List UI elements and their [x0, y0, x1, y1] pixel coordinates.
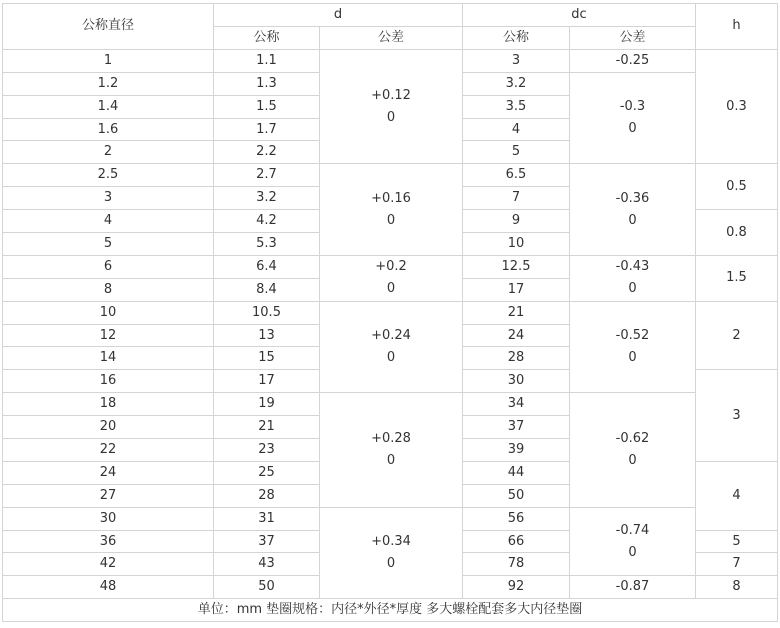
dc-cell: 3.5: [463, 95, 570, 118]
dc-tolerance-cell: [570, 72, 696, 164]
dc-cell: 50: [463, 484, 570, 507]
d-tol-lower: 0: [386, 281, 396, 297]
d-tol-lower: 0: [386, 452, 396, 468]
h-cell: 8: [696, 576, 778, 599]
d-tol-upper: +0.16: [371, 190, 411, 206]
d-cell: 1.1: [214, 49, 320, 72]
nominal-cell: 3: [3, 187, 214, 210]
header-dc-tolerance: 公差: [570, 26, 696, 49]
table-row: [3, 301, 778, 324]
nominal-cell: 18: [3, 393, 214, 416]
dc-cell: 7: [463, 187, 570, 210]
dc-cell: 4: [463, 118, 570, 141]
nominal-cell: 48: [3, 576, 214, 599]
dc-cell: 92: [463, 576, 570, 599]
dc-cell: 66: [463, 530, 570, 553]
h-cell: 7: [696, 553, 778, 576]
header-nominal-diameter: 公称直径: [3, 4, 214, 50]
dc-tol-upper: -0.25: [615, 52, 650, 68]
dc-tol-upper: -0.62: [615, 430, 650, 446]
d-tol-upper: +0.34: [371, 534, 411, 550]
d-tol-upper: +0.12: [371, 87, 411, 103]
h-cell: 1.5: [696, 255, 778, 301]
nominal-cell: 1: [3, 49, 214, 72]
h-cell: 0.3: [696, 49, 778, 164]
dc-cell: 37: [463, 416, 570, 439]
nominal-cell: 2.5: [3, 164, 214, 187]
dc-cell: 30: [463, 370, 570, 393]
d-tol-upper: +0.24: [371, 327, 411, 343]
d-cell: 25: [214, 461, 320, 484]
d-cell: 5.3: [214, 233, 320, 256]
d-cell: 1.7: [214, 118, 320, 141]
table-row: [3, 507, 778, 530]
dc-cell: 3.2: [463, 72, 570, 95]
dc-tol-lower: 0: [628, 544, 637, 560]
nominal-cell: 1.2: [3, 72, 214, 95]
d-cell: 2.7: [214, 164, 320, 187]
nominal-cell: 6: [3, 255, 214, 278]
nominal-cell: 5: [3, 233, 214, 256]
dc-cell: 5: [463, 141, 570, 164]
table-row: [3, 164, 778, 187]
table-row: [3, 393, 778, 416]
dc-tol-lower: 0: [628, 121, 637, 137]
d-tol-lower: 0: [386, 349, 396, 365]
dc-tol-upper: -0.3: [619, 99, 646, 115]
dc-tolerance-cell: [570, 164, 696, 256]
d-cell: 8.4: [214, 278, 320, 301]
table-footer-note: 单位：mm 垫圈规格：内径*外径*厚度 多大螺栓配套多大内径垫圈: [3, 599, 778, 622]
dc-cell: 44: [463, 461, 570, 484]
dc-tol-upper: -0.87: [615, 579, 650, 595]
d-tol-lower: 0: [386, 212, 396, 228]
nominal-cell: 30: [3, 507, 214, 530]
dc-cell: 17: [463, 278, 570, 301]
d-tolerance-cell: [320, 393, 463, 507]
d-cell: 19: [214, 393, 320, 416]
h-cell: 4: [696, 461, 778, 530]
d-cell: 15: [214, 347, 320, 370]
d-cell: 43: [214, 553, 320, 576]
d-cell: 2.2: [214, 141, 320, 164]
h-cell: 0.5: [696, 164, 778, 210]
d-tol-upper: +0.2: [375, 259, 407, 275]
dc-tol-upper: -0.52: [615, 327, 650, 343]
dc-tolerance-cell: [570, 255, 696, 301]
dc-cell: 78: [463, 553, 570, 576]
dc-tol-lower: 0: [628, 452, 637, 468]
dc-cell: 34: [463, 393, 570, 416]
nominal-cell: 1.6: [3, 118, 214, 141]
nominal-cell: 14: [3, 347, 214, 370]
nominal-cell: 20: [3, 416, 214, 439]
dc-cell: 24: [463, 324, 570, 347]
header-h: h: [696, 4, 778, 50]
d-cell: 1.3: [214, 72, 320, 95]
h-cell: 0.8: [696, 210, 778, 256]
d-tolerance-cell: [320, 507, 463, 599]
nominal-cell: 1.4: [3, 95, 214, 118]
dc-tol-upper: -0.43: [615, 259, 650, 275]
d-cell: 4.2: [214, 210, 320, 233]
dc-tolerance-cell: [570, 301, 696, 393]
d-cell: 28: [214, 484, 320, 507]
dc-tol-lower: 0: [628, 281, 637, 297]
dc-tol-lower: 0: [628, 212, 637, 228]
dc-cell: 39: [463, 439, 570, 462]
d-cell: 31: [214, 507, 320, 530]
d-cell: 37: [214, 530, 320, 553]
dc-tol-upper: -0.74: [615, 522, 650, 538]
nominal-cell: 2: [3, 141, 214, 164]
d-tol-lower: 0: [386, 556, 396, 572]
header-d: d: [214, 4, 463, 27]
d-tolerance-cell: [320, 255, 463, 301]
d-cell: 1.5: [214, 95, 320, 118]
dc-cell: 28: [463, 347, 570, 370]
dc-cell: 10: [463, 233, 570, 256]
header-dc: dc: [463, 4, 696, 27]
nominal-cell: 10: [3, 301, 214, 324]
nominal-cell: 22: [3, 439, 214, 462]
dc-cell: 56: [463, 507, 570, 530]
d-tolerance-cell: [320, 49, 463, 164]
washer-spec-table: [2, 3, 778, 622]
dc-tolerance-cell: [570, 576, 696, 599]
d-cell: 13: [214, 324, 320, 347]
d-cell: 50: [214, 576, 320, 599]
d-tol-upper: +0.28: [371, 430, 411, 446]
d-tol-lower: 0: [386, 109, 396, 125]
header-dc-nominal: 公称: [463, 26, 570, 49]
dc-tolerance-cell: [570, 507, 696, 576]
nominal-cell: 24: [3, 461, 214, 484]
nominal-cell: 4: [3, 210, 214, 233]
dc-cell: 21: [463, 301, 570, 324]
nominal-cell: 36: [3, 530, 214, 553]
d-cell: 23: [214, 439, 320, 462]
dc-tolerance-cell: [570, 393, 696, 507]
d-cell: 17: [214, 370, 320, 393]
nominal-cell: 16: [3, 370, 214, 393]
dc-tol-lower: 0: [628, 349, 637, 365]
nominal-cell: 12: [3, 324, 214, 347]
dc-tolerance-cell: [570, 49, 696, 72]
d-cell: 3.2: [214, 187, 320, 210]
table-row: [3, 49, 778, 72]
d-tolerance-cell: [320, 164, 463, 256]
dc-cell: 3: [463, 49, 570, 72]
dc-tol-upper: -0.36: [615, 190, 650, 206]
nominal-cell: 27: [3, 484, 214, 507]
h-cell: 2: [696, 301, 778, 370]
header-d-nominal: 公称: [214, 26, 320, 49]
dc-cell: 12.5: [463, 255, 570, 278]
dc-cell: 6.5: [463, 164, 570, 187]
nominal-cell: 8: [3, 278, 214, 301]
d-cell: 10.5: [214, 301, 320, 324]
d-cell: 21: [214, 416, 320, 439]
h-cell: 3: [696, 370, 778, 462]
nominal-cell: 42: [3, 553, 214, 576]
table-row: [3, 255, 778, 278]
d-cell: 6.4: [214, 255, 320, 278]
dc-cell: 9: [463, 210, 570, 233]
d-tolerance-cell: [320, 301, 463, 393]
header-d-tolerance: 公差: [320, 26, 463, 49]
h-cell: 5: [696, 530, 778, 553]
